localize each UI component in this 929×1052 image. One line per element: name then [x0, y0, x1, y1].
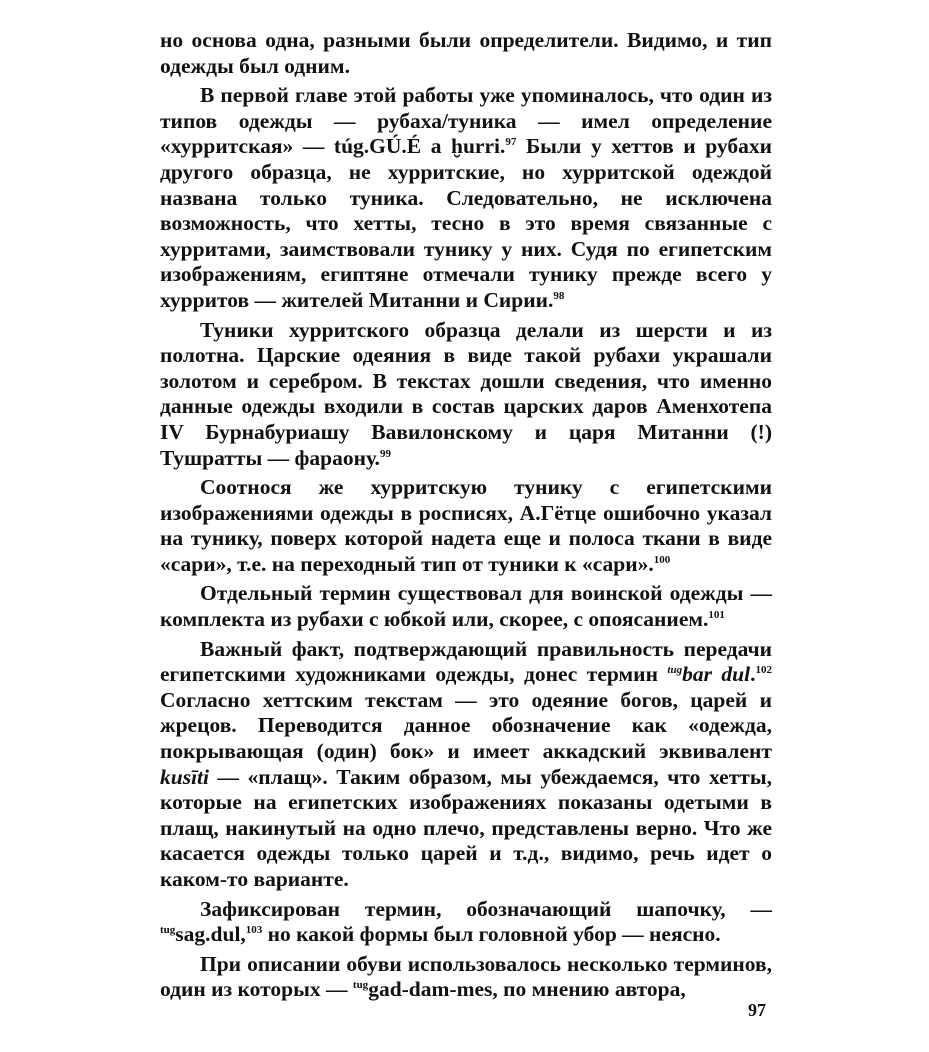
text-run: — «плащ». Таким образом, мы убеждаемся, что хетты, которые на египетских изображениях показаны одетыми в плащ, накинутый на одно плечо, представлены верно. Что же касается одежды только царей и т.д., видимо, речь идет о каком-то варианте. — [160, 764, 772, 891]
text-run: но какой формы был головной убор — неясно. — [262, 922, 721, 947]
paragraph — [160, 637, 772, 893]
text-run: Туники хурритского образца делали из шерсти и из полотна. Царские одеяния в виде такой рубахи украшали золотом и серебром. В текстах дошли сведения, что именно данные одежды входили в состав царских даров Аменхотепа IV Бурнабуриашу Вавилонскому и царя Митанни (!) Тушратты — фараону. — [160, 317, 772, 470]
text-run: Отдельный термин существовал для воинской одежды — комплекта из рубахи с юбкой или, скорее, с опоясанием. — [160, 581, 772, 632]
page-text — [160, 28, 772, 1007]
footnote-ref: tug — [160, 924, 176, 937]
paragraph — [160, 318, 772, 472]
text-run: но основа одна, разными были определители. Видимо, и тип одежды был одним. — [160, 28, 772, 78]
page-number: 97 — [748, 1000, 766, 1020]
paragraph — [160, 897, 772, 948]
text-run: Согласно хеттским текстам — это одеяние богов, царей и жрецов. Переводится данное обозначение как «одежда, покрывающая (один) бок» и имеет аккадский эквивалент — [160, 687, 772, 764]
text-run: Были у хеттов и рубахи другого образца, не хурритские, но хурритской одеждой названа только туника. Следовательно, не исключена возможность, что хетты, тесно в это время связанные с хурритами, заимствовали тунику у них. Судя по египетским изображениям, египтяне отмечали тунику прежде всего у хурритов — жителей Митанни и Сирии. — [160, 134, 772, 312]
footnote-ref: 101 — [708, 609, 725, 622]
paragraph — [160, 475, 772, 577]
text-run: . — [750, 662, 756, 687]
footnote-ref: 98 — [553, 289, 565, 302]
footnote-ref: 99 — [379, 447, 391, 460]
text-run: В первой главе этой работы уже упоминалось, что один из типов одежды — рубаха/туника — имел определение «хурритская» — túg.GÚ.É a ḫurri. — [160, 83, 772, 159]
text-run: Зафиксирован термин, обозначающий шапочку, — — [200, 896, 772, 921]
paragraph — [160, 83, 772, 313]
footnote-ref: 100 — [653, 553, 671, 566]
text-run: Важный факт, подтверждающий правильность передачи египетскими художниками одежды, донес термин — [160, 636, 772, 687]
text-run: gad-dam-mes, по мнению автора, — [368, 977, 686, 1002]
text-run: bar dul — [682, 662, 751, 687]
paragraph — [160, 952, 772, 1003]
footnote-ref: tug — [352, 979, 369, 992]
footnote-ref: 102 — [755, 664, 772, 677]
text-run: Соотнося же хурритскую тунику с египетскими изображениями одежды в росписях, А.Гётце ошибочно указал на тунику, поверх которой надета еще и полоса ткани в виде «сари», т.е. на переходный тип от туники к «сари». — [160, 475, 772, 576]
footnote-ref: 103 — [245, 924, 263, 937]
paragraph — [160, 581, 772, 632]
text-run: kusīti — [160, 764, 209, 789]
text-run: sag.dul, — [175, 922, 246, 947]
paragraph — [160, 28, 772, 79]
footnote-ref: tug — [667, 664, 683, 677]
footnote-ref: 97 — [505, 136, 517, 149]
text-run: При описании обуви использовалось несколько терминов, один из которых — — [160, 951, 772, 1002]
